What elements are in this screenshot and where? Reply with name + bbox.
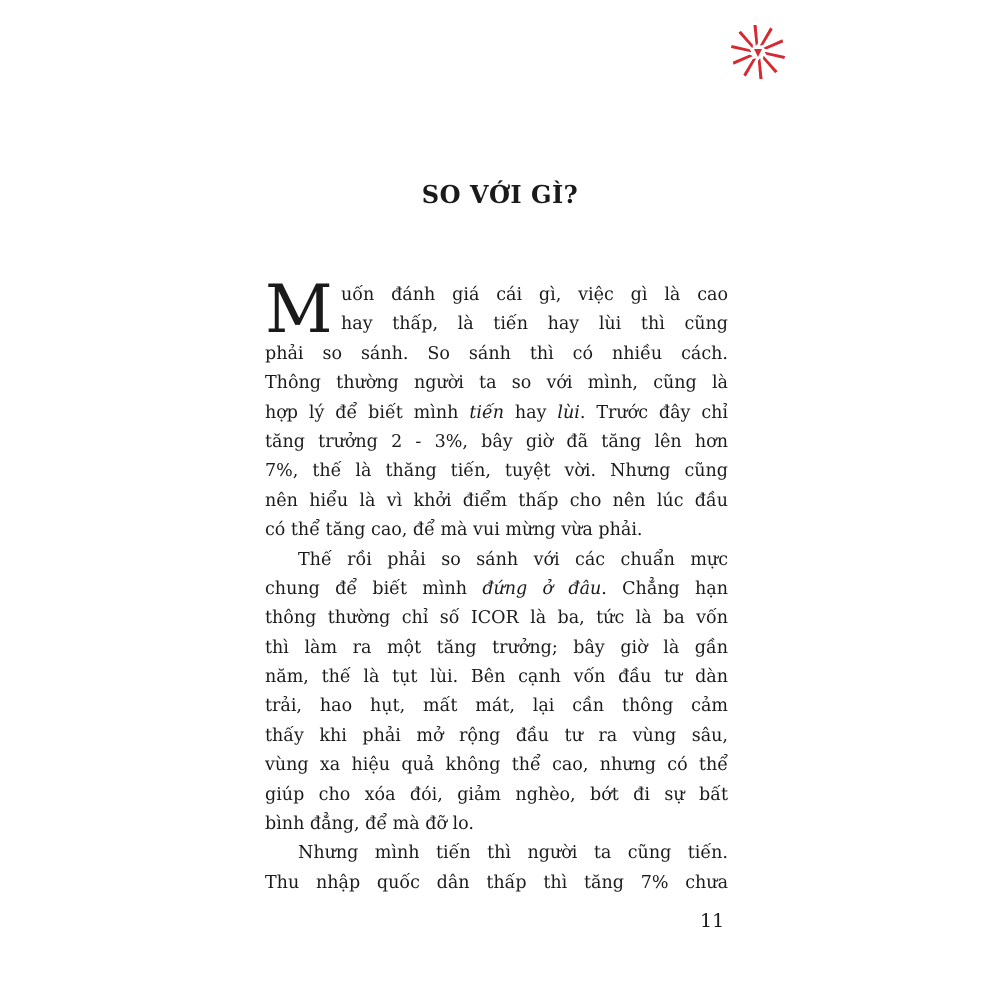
text-line: nên hiểu là vì khởi điểm thấp cho nên lúc đầu [265,490,728,511]
text-line: trải, hao hụt, mất mát, lại cần thông cảm [265,696,728,717]
text-line: thấy khi phải mở rộng đầu tư ra vùng sâu, [265,725,728,746]
italic-phrase: đứng ở đâu [482,578,602,599]
text-line: Nhưng mình tiến thì người ta cũng tiến. [298,843,728,864]
italic-word: tiến [469,402,504,423]
paragraph-1 [265,271,728,546]
text-line: vùng xa hiệu quả không thể cao, nhưng có thể [265,755,728,776]
text-line: năm, thế là tụt lùi. Bên cạnh vốn đầu tư dàn [265,667,728,688]
text-line: thì làm ra một tăng trưởng; bây giờ là gần [265,637,728,658]
text-line: chung để biết mình đứng ở đâu. Chẳng hạn [265,578,728,599]
text-line: tăng trưởng 2 - 3%, bây giờ đã tăng lên hơn [265,431,728,452]
chapter-body [265,271,728,898]
paragraph-2 [265,546,728,840]
text-line: hợp lý để biết mình tiến hay lùi. Trước đây chỉ [265,402,728,423]
text-line: Thu nhập quốc dân thấp thì tăng 7% chưa [265,872,728,893]
text-line: bình đẳng, để mà đỡ lo. [265,814,474,835]
text-line: giúp cho xóa đói, giảm nghèo, bớt đi sự bất [265,784,728,805]
paragraph-3 [265,839,728,898]
text-line: có thể tăng cao, để mà vui mừng vừa phải. [265,520,643,541]
italic-word: lùi [557,402,580,423]
page-number: 11 [700,910,725,932]
text-line: phải so sánh. So sánh thì có nhiều cách. [265,343,728,364]
text-line: 7%, thế là thăng tiến, tuyệt vời. Nhưng cũng [265,461,728,482]
text-line: uốn đánh giá cái gì, việc gì là cao [341,285,728,305]
text-line: Thông thường người ta so với mình, cũng là [265,373,728,394]
chapter-title: SO VỚI GÌ? [421,180,579,209]
text-line: hay thấp, là tiến hay lùi thì cũng [341,314,728,335]
star-burst-logo-icon [728,22,788,80]
publisher-logo [728,22,788,80]
text-line: thông thường chỉ số ICOR là ba, tức là ba vốn [265,608,728,629]
text-line: Thế rồi phải so sánh với các chuẩn mực [298,549,728,570]
drop-cap: M [265,271,333,348]
